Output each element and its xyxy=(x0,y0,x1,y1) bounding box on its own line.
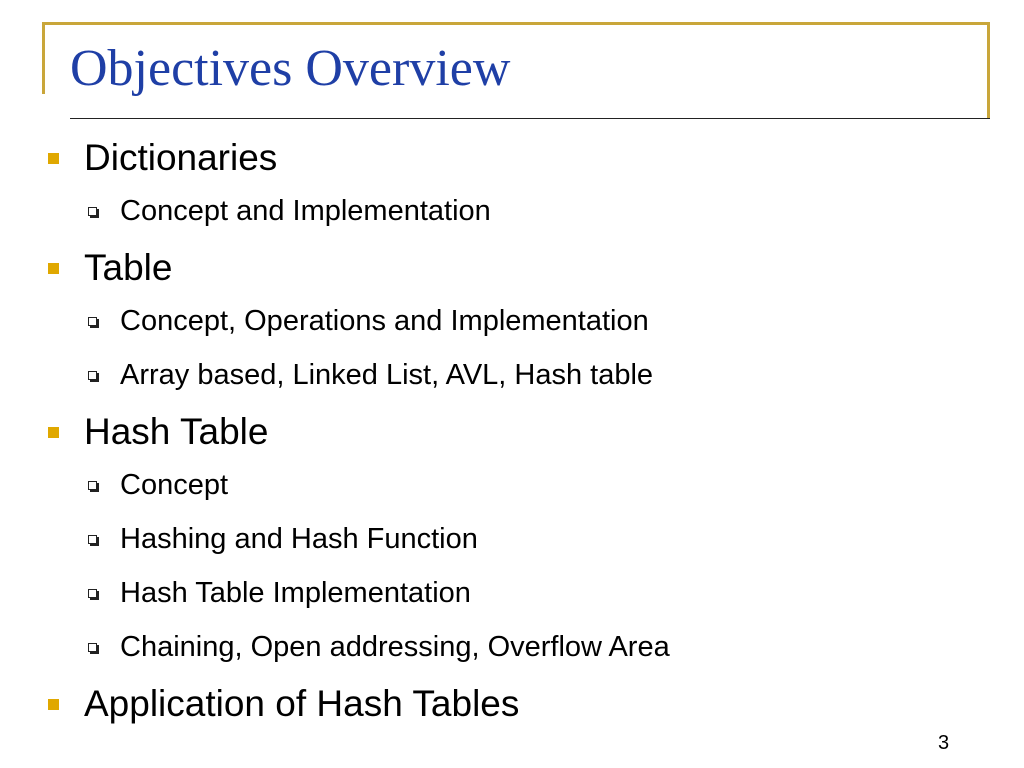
bullet-text: Application of Hash Tables xyxy=(84,683,520,724)
sub-bullet-item xyxy=(84,184,670,238)
frame-left-accent xyxy=(42,22,45,94)
bullet-text: Dictionaries xyxy=(84,137,278,178)
bullet-text: Hash Table xyxy=(84,411,269,452)
bullet-item xyxy=(40,680,670,728)
bullet-item xyxy=(40,408,670,674)
square-bullet-icon xyxy=(48,427,59,438)
square-bullet-icon xyxy=(48,699,59,710)
hollow-square-bullet-icon xyxy=(88,589,97,598)
sub-bullet-list xyxy=(84,294,670,402)
hollow-square-bullet-icon xyxy=(88,317,97,326)
sub-bullet-text: Hash Table Implementation xyxy=(120,577,471,609)
sub-bullet-item xyxy=(84,458,670,512)
hollow-square-bullet-icon xyxy=(88,207,97,216)
bullet-item xyxy=(40,244,670,402)
hollow-square-bullet-icon xyxy=(88,535,97,544)
hollow-square-bullet-icon xyxy=(88,643,97,652)
frame-top-accent xyxy=(42,22,990,25)
page-number: 3 xyxy=(938,732,950,754)
sub-bullet-item xyxy=(84,566,670,620)
sub-bullet-text: Concept, Operations and Implementation xyxy=(120,305,649,337)
sub-bullet-text: Hashing and Hash Function xyxy=(120,523,478,555)
sub-bullet-text: Array based, Linked List, AVL, Hash table xyxy=(120,359,654,391)
sub-bullet-text: Concept xyxy=(120,469,229,501)
sub-bullet-item xyxy=(84,512,670,566)
square-bullet-icon xyxy=(48,263,59,274)
sub-bullet-item xyxy=(84,348,670,402)
sub-bullet-item xyxy=(84,294,670,348)
bullet-text: Table xyxy=(84,247,173,288)
sub-bullet-list xyxy=(84,184,670,238)
bullet-list xyxy=(40,130,670,728)
hollow-square-bullet-icon xyxy=(88,481,97,490)
bullet-item xyxy=(40,134,670,238)
frame-right-accent xyxy=(987,22,990,118)
sub-bullet-list xyxy=(84,458,670,674)
hollow-square-bullet-icon xyxy=(88,371,97,380)
sub-bullet-item xyxy=(84,620,670,674)
square-bullet-icon xyxy=(48,153,59,164)
sub-bullet-text: Chaining, Open addressing, Overflow Area xyxy=(120,631,670,663)
title-underline xyxy=(70,118,990,119)
sub-bullet-text: Concept and Implementation xyxy=(120,195,491,227)
slide-title: Objectives Overview xyxy=(70,40,511,97)
